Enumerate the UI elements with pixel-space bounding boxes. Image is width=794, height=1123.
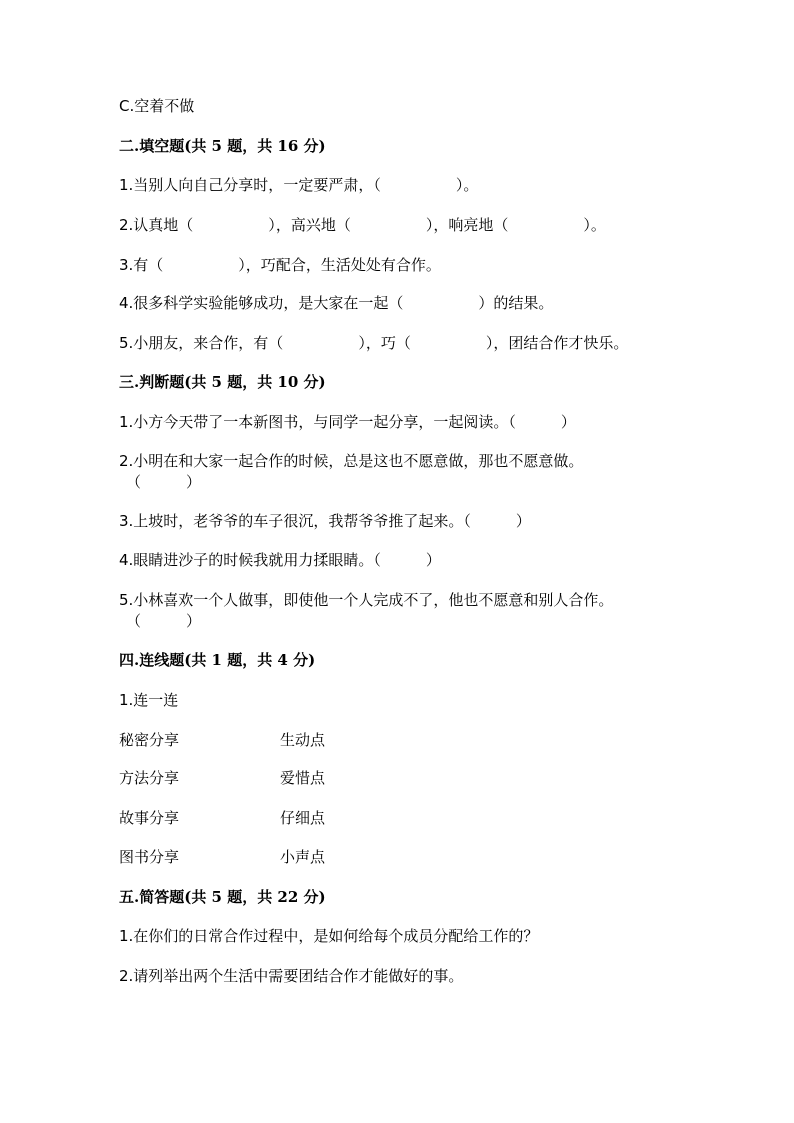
fill-item-5: 5.小朋友，来合作，有（ ），巧（ ），团结合作才快乐。 (119, 334, 629, 352)
match-right-1: 生动点 (280, 731, 326, 749)
match-left-3: 故事分享 (119, 809, 180, 827)
judge-item-1: 1.小方今天带了一本新图书，与同学一起分享，一起阅读。（ ） (119, 413, 576, 431)
judge-item-3: 3.上坡时，老爷爷的车子很沉，我帮爷爷推了起来。（ ） (119, 512, 531, 530)
short-answer-1: 1.在你们的日常合作过程中，是如何给每个成员分配给工作的？ (119, 927, 539, 945)
fill-item-2: 2.认真地（ ），高兴地（ ），响亮地（ ）。 (119, 216, 606, 234)
match-right-4: 小声点 (280, 848, 326, 866)
option-c: C.空着不做 (119, 97, 195, 115)
section-4-heading: 四.连线题(共 1 题，共 4 分) (119, 651, 316, 669)
match-right-2: 爱惜点 (280, 769, 326, 787)
fill-item-4: 4.很多科学实验能够成功，是大家在一起（ ）的结果。 (119, 294, 554, 312)
judge-item-2-bracket: （ ） (126, 473, 202, 491)
match-left-4: 图书分享 (119, 848, 180, 866)
short-answer-2: 2.请列举出两个生活中需要团结合作才能做好的事。 (119, 967, 464, 985)
fill-item-3: 3.有（ ），巧配合，生活处处有合作。 (119, 256, 441, 274)
section-3-heading: 三.判断题(共 5 题，共 10 分) (119, 373, 326, 391)
section-5-heading: 五.简答题(共 5 题，共 22 分) (119, 888, 326, 906)
judge-item-5: 5.小林喜欢一个人做事，即使他一个人完成不了，他也不愿意和别人合作。 (119, 591, 614, 609)
judge-item-2: 2.小明在和大家一起合作的时候，总是这也不愿意做，那也不愿意做。 (119, 452, 584, 470)
judge-item-5-bracket: （ ） (126, 612, 202, 630)
section-2-heading: 二.填空题(共 5 题，共 16 分) (119, 137, 326, 155)
matching-question: 1.连一连 (119, 691, 179, 709)
judge-item-4: 4.眼睛进沙子的时候我就用力揉眼睛。（ ） (119, 551, 441, 569)
fill-item-1: 1.当别人向自己分享时，一定要严肃，（ ）。 (119, 176, 479, 194)
match-left-2: 方法分享 (119, 769, 180, 787)
match-left-1: 秘密分享 (119, 731, 180, 749)
match-right-3: 仔细点 (280, 809, 326, 827)
